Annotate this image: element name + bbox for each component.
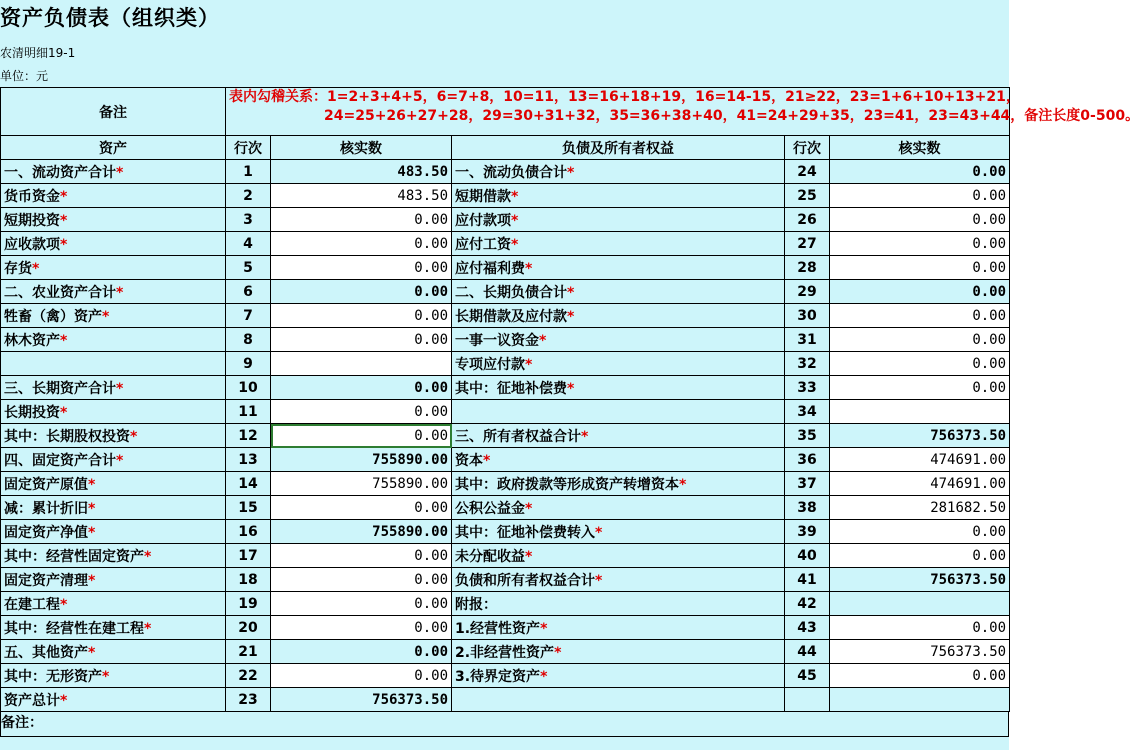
right-item-label (452, 328, 785, 352)
right-row-number: 37 (785, 472, 830, 496)
left-amount-cell: 483.50 (271, 160, 452, 184)
required-star: * (567, 284, 575, 301)
right-amount-cell[interactable]: 0.00 (830, 184, 1010, 208)
right-amount-cell (830, 592, 1010, 616)
table-row (1, 568, 1010, 592)
left-item-label (1, 448, 226, 472)
right-item-label (452, 304, 785, 328)
page-title: 资产负债表（组织类） (0, 6, 220, 30)
right-row-number: 42 (785, 592, 830, 616)
left-row-number: 16 (226, 520, 271, 544)
left-item-label (1, 304, 226, 328)
required-star: * (60, 188, 68, 205)
left-amount-cell[interactable]: 0.00 (271, 304, 452, 328)
left-item-label (1, 400, 226, 424)
left-item-text: 二、农业资产合计 (4, 284, 116, 301)
required-star: * (102, 668, 110, 685)
left-item-text: 在建工程 (4, 596, 60, 613)
right-amount-cell (830, 688, 1010, 712)
right-item-text: 其中：征地补偿费 (455, 380, 567, 397)
right-row-number: 43 (785, 616, 830, 640)
right-amount-cell[interactable]: 474691.00 (830, 472, 1010, 496)
right-amount-cell[interactable]: 0.00 (830, 256, 1010, 280)
left-row-number: 5 (226, 256, 271, 280)
right-item-text: 公积公益金 (455, 500, 525, 517)
left-item-label (1, 376, 226, 400)
required-star: * (679, 476, 687, 493)
table-row (1, 544, 1010, 568)
table-row (1, 304, 1010, 328)
left-item-text: 牲畜（禽）资产 (4, 308, 102, 325)
left-item-label (1, 520, 226, 544)
right-item-text: 资本 (455, 452, 483, 469)
left-item-text: 四、固定资产合计 (4, 452, 116, 469)
required-star: * (88, 572, 96, 589)
left-item-text: 固定资产清理 (4, 572, 88, 589)
header-amount-right: 核实数 (830, 136, 1010, 160)
left-item-label (1, 328, 226, 352)
right-item-text: 附报： (455, 596, 497, 613)
right-row-number: 25 (785, 184, 830, 208)
notes-label: 备注 (1, 88, 226, 136)
org-code: 农清明细19-1 (0, 46, 76, 60)
right-item-label (452, 232, 785, 256)
required-star: * (567, 380, 575, 397)
required-star: * (88, 500, 96, 517)
required-star: * (525, 548, 533, 565)
header-liabilities: 负债及所有者权益 (452, 136, 785, 160)
right-item-text: 应付工资 (455, 236, 511, 253)
left-row-number: 15 (226, 496, 271, 520)
left-item-text: 长期投资 (4, 404, 60, 421)
right-amount-cell[interactable]: 0.00 (830, 616, 1010, 640)
right-row-number: 36 (785, 448, 830, 472)
table-row (1, 232, 1010, 256)
required-star: * (88, 524, 96, 541)
notes-text[interactable] (226, 88, 1139, 136)
left-row-number: 19 (226, 592, 271, 616)
left-row-number: 9 (226, 352, 271, 376)
left-amount-cell[interactable]: 0.00 (271, 568, 452, 592)
required-star: * (116, 452, 124, 469)
right-row-number: 32 (785, 352, 830, 376)
right-row-number: 34 (785, 400, 830, 424)
left-amount-cell[interactable]: 0.00 (271, 328, 452, 352)
required-star: * (567, 164, 575, 181)
required-star: * (88, 476, 96, 493)
right-row-number (785, 688, 830, 712)
right-row-number: 33 (785, 376, 830, 400)
right-amount-cell: 756373.50 (830, 424, 1010, 448)
table-row (1, 640, 1010, 664)
left-item-label (1, 592, 226, 616)
right-item-label (452, 400, 785, 424)
right-item-label (452, 280, 785, 304)
table-row (1, 328, 1010, 352)
left-item-text: 固定资产净值 (4, 524, 88, 541)
left-amount-cell: 0.00 (271, 640, 452, 664)
left-item-text: 林木资产 (4, 332, 60, 349)
right-item-text: 未分配收益 (455, 548, 525, 565)
right-item-text: 二、长期负债合计 (455, 284, 567, 301)
notes-row (1, 88, 1010, 136)
right-item-label (452, 208, 785, 232)
left-row-number: 2 (226, 184, 271, 208)
right-item-label (452, 520, 785, 544)
table-row (1, 376, 1010, 400)
left-item-text: 其中：经营性固定资产 (4, 548, 144, 565)
required-star: * (539, 332, 547, 349)
left-row-number: 14 (226, 472, 271, 496)
required-star: * (540, 620, 548, 637)
left-row-number: 4 (226, 232, 271, 256)
right-item-label (452, 664, 785, 688)
required-star: * (581, 428, 589, 445)
right-item-text: 应付福利费 (455, 260, 525, 277)
required-star: * (525, 500, 533, 517)
left-amount-cell: 0.00 (271, 280, 452, 304)
right-item-label (452, 616, 785, 640)
notes-line-2: 24=25+26+27+28，29=30+31+32，35=36+38+40，41=24+29+35，23=41，23=43+44，备注长度0-500。 (324, 108, 1139, 124)
required-star: * (525, 260, 533, 277)
header-amount-left: 核实数 (271, 136, 452, 160)
left-amount-cell[interactable]: 0.00 (271, 232, 452, 256)
required-star: * (60, 236, 68, 253)
left-amount-cell[interactable]: 755890.00 (271, 472, 452, 496)
required-star: * (60, 404, 68, 421)
left-item-label (1, 280, 226, 304)
right-item-label (452, 184, 785, 208)
left-row-number: 20 (226, 616, 271, 640)
left-item-text: 五、其他资产 (4, 644, 88, 661)
left-item-text: 其中：经营性在建工程 (4, 620, 144, 637)
right-row-number: 24 (785, 160, 830, 184)
right-row-number: 30 (785, 304, 830, 328)
left-amount-cell[interactable]: 483.50 (271, 184, 452, 208)
required-star: * (525, 356, 533, 373)
required-star: * (511, 236, 519, 253)
left-row-number: 18 (226, 568, 271, 592)
required-star: * (595, 524, 603, 541)
right-row-number: 45 (785, 664, 830, 688)
required-star: * (116, 164, 124, 181)
left-row-number: 10 (226, 376, 271, 400)
right-row-number: 39 (785, 520, 830, 544)
required-star: * (540, 668, 548, 685)
right-item-label (452, 352, 785, 376)
required-star: * (102, 308, 110, 325)
right-item-text: 3.待界定资产 (455, 668, 541, 685)
right-row-number: 35 (785, 424, 830, 448)
right-amount-cell[interactable]: 0.00 (830, 544, 1010, 568)
right-item-text: 长期借款及应付款 (455, 308, 567, 325)
right-item-text: 2.非经营性资产 (455, 644, 555, 661)
table-row (1, 664, 1010, 688)
table-row (1, 520, 1010, 544)
left-amount-cell: 756373.50 (271, 688, 452, 712)
left-amount-cell[interactable]: 0.00 (271, 664, 452, 688)
left-item-text: 货币资金 (4, 188, 60, 205)
required-star: * (144, 548, 152, 565)
left-item-text: 短期投资 (4, 212, 60, 229)
right-amount-cell[interactable] (830, 400, 1010, 424)
required-star: * (116, 380, 124, 397)
right-item-text: 三、所有者权益合计 (455, 428, 581, 445)
left-amount-cell: 755890.00 (271, 520, 452, 544)
right-item-text: 负债和所有者权益合计 (455, 572, 595, 589)
required-star: * (32, 260, 40, 277)
left-amount-cell[interactable] (271, 352, 452, 376)
footer-notes[interactable]: 备注： (0, 711, 1009, 737)
right-amount-cell[interactable]: 756373.50 (830, 640, 1010, 664)
left-amount-cell[interactable]: 0.00 (271, 256, 452, 280)
left-item-text: 存货 (4, 260, 32, 277)
balance-sheet-table (0, 87, 1139, 712)
left-item-label (1, 472, 226, 496)
right-item-label (452, 688, 785, 712)
right-amount-cell[interactable]: 0.00 (830, 328, 1010, 352)
left-row-number: 1 (226, 160, 271, 184)
table-row (1, 160, 1010, 184)
left-amount-cell[interactable]: 0.00 (271, 616, 452, 640)
left-row-number: 12 (226, 424, 271, 448)
required-star: * (130, 428, 138, 445)
required-star: * (60, 212, 68, 229)
required-star: * (60, 692, 68, 709)
right-row-number: 40 (785, 544, 830, 568)
table-row (1, 400, 1010, 424)
left-item-label (1, 544, 226, 568)
left-row-number: 21 (226, 640, 271, 664)
required-star: * (144, 620, 152, 637)
left-item-label (1, 664, 226, 688)
right-amount-cell[interactable]: 281682.50 (830, 496, 1010, 520)
right-amount-cell[interactable]: 0.00 (830, 304, 1010, 328)
right-item-label (452, 544, 785, 568)
right-row-number: 27 (785, 232, 830, 256)
left-amount-cell-selected[interactable]: 0.00 (271, 424, 452, 448)
left-item-label (1, 568, 226, 592)
required-star: * (511, 212, 519, 229)
right-item-label (452, 256, 785, 280)
right-item-text: 一、流动负债合计 (455, 164, 567, 181)
header-row-no-left: 行次 (226, 136, 271, 160)
right-item-text: 其中：征地补偿费转入 (455, 524, 595, 541)
right-amount-cell[interactable]: 0.00 (830, 232, 1010, 256)
right-item-label (452, 160, 785, 184)
right-item-text: 其中：政府拨款等形成资产转增资本 (455, 476, 679, 493)
table-row (1, 208, 1010, 232)
right-row-number: 26 (785, 208, 830, 232)
unit-label: 单位：元 (0, 69, 49, 83)
header-row (1, 136, 1010, 160)
required-star: * (60, 596, 68, 613)
right-item-text: 专项应付款 (455, 356, 525, 373)
left-amount-cell[interactable]: 0.00 (271, 400, 452, 424)
right-row-number: 29 (785, 280, 830, 304)
right-amount-cell[interactable]: 0.00 (830, 664, 1010, 688)
left-row-number: 7 (226, 304, 271, 328)
left-amount-cell[interactable]: 0.00 (271, 208, 452, 232)
left-item-text: 其中：无形资产 (4, 668, 102, 685)
required-star: * (567, 308, 575, 325)
right-amount-cell[interactable]: 0.00 (830, 352, 1010, 376)
left-item-text: 一、流动资产合计 (4, 164, 116, 181)
left-item-label (1, 208, 226, 232)
table-row (1, 592, 1010, 616)
left-amount-cell[interactable]: 0.00 (271, 496, 452, 520)
right-item-label (452, 472, 785, 496)
table-row (1, 472, 1010, 496)
right-item-label (452, 568, 785, 592)
left-amount-cell[interactable]: 0.00 (271, 592, 452, 616)
left-item-label (1, 640, 226, 664)
right-amount-cell[interactable]: 0.00 (830, 376, 1010, 400)
left-amount-cell[interactable]: 0.00 (271, 544, 452, 568)
right-row-number: 31 (785, 328, 830, 352)
right-amount-cell: 756373.50 (830, 568, 1010, 592)
left-item-label (1, 256, 226, 280)
right-item-text: 应付款项 (455, 212, 511, 229)
left-row-number: 6 (226, 280, 271, 304)
right-amount-cell[interactable]: 0.00 (830, 208, 1010, 232)
right-item-text: 短期借款 (455, 188, 511, 205)
left-row-number: 3 (226, 208, 271, 232)
required-star: * (483, 452, 491, 469)
required-star: * (554, 644, 562, 661)
left-item-label (1, 184, 226, 208)
right-item-text: 一事一议资金 (455, 332, 539, 349)
left-amount-cell: 0.00 (271, 376, 452, 400)
table-row (1, 688, 1010, 712)
left-item-label (1, 160, 226, 184)
left-item-text: 应收款项 (4, 236, 60, 253)
notes-line-1: 表内勾稽关系：1=2+3+4+5，6=7+8，10=11，13=16+18+19，16=14-15，21≥22，23=1+6+10+13+21， (229, 89, 1020, 105)
left-amount-cell: 755890.00 (271, 448, 452, 472)
left-item-text: 固定资产原值 (4, 476, 88, 493)
table-row (1, 256, 1010, 280)
right-amount-cell: 0.00 (830, 160, 1010, 184)
left-row-number: 23 (226, 688, 271, 712)
header-row-no-right: 行次 (785, 136, 830, 160)
header-assets: 资产 (1, 136, 226, 160)
left-row-number: 17 (226, 544, 271, 568)
right-amount-cell: 0.00 (830, 280, 1010, 304)
required-star: * (88, 644, 96, 661)
left-item-label (1, 688, 226, 712)
left-item-text: 资产总计 (4, 692, 60, 709)
left-row-number: 11 (226, 400, 271, 424)
right-item-label (452, 376, 785, 400)
right-item-label (452, 448, 785, 472)
left-item-label (1, 496, 226, 520)
right-amount-cell[interactable]: 474691.00 (830, 448, 1010, 472)
left-row-number: 22 (226, 664, 271, 688)
left-item-text: 减：累计折旧 (4, 500, 88, 517)
right-item-label (452, 592, 785, 616)
table-row (1, 496, 1010, 520)
required-star: * (595, 572, 603, 589)
left-item-text: 三、长期资产合计 (4, 380, 116, 397)
right-row-number: 44 (785, 640, 830, 664)
right-item-label (452, 640, 785, 664)
right-row-number: 41 (785, 568, 830, 592)
left-row-number: 8 (226, 328, 271, 352)
table-row (1, 280, 1010, 304)
table-row (1, 184, 1010, 208)
left-item-text: 其中：长期股权投资 (4, 428, 130, 445)
table-row (1, 616, 1010, 640)
right-item-text: 1.经营性资产 (455, 620, 541, 637)
left-item-label (1, 616, 226, 640)
table-row (1, 352, 1010, 376)
left-item-label (1, 424, 226, 448)
left-row-number: 13 (226, 448, 271, 472)
left-item-label (1, 352, 226, 376)
right-row-number: 28 (785, 256, 830, 280)
table-row (1, 424, 1010, 448)
required-star: * (60, 332, 68, 349)
required-star: * (116, 284, 124, 301)
right-row-number: 38 (785, 496, 830, 520)
right-item-label (452, 496, 785, 520)
table-row (1, 448, 1010, 472)
required-star: * (511, 188, 519, 205)
right-amount-cell[interactable]: 0.00 (830, 520, 1010, 544)
left-item-label (1, 232, 226, 256)
right-item-label (452, 424, 785, 448)
